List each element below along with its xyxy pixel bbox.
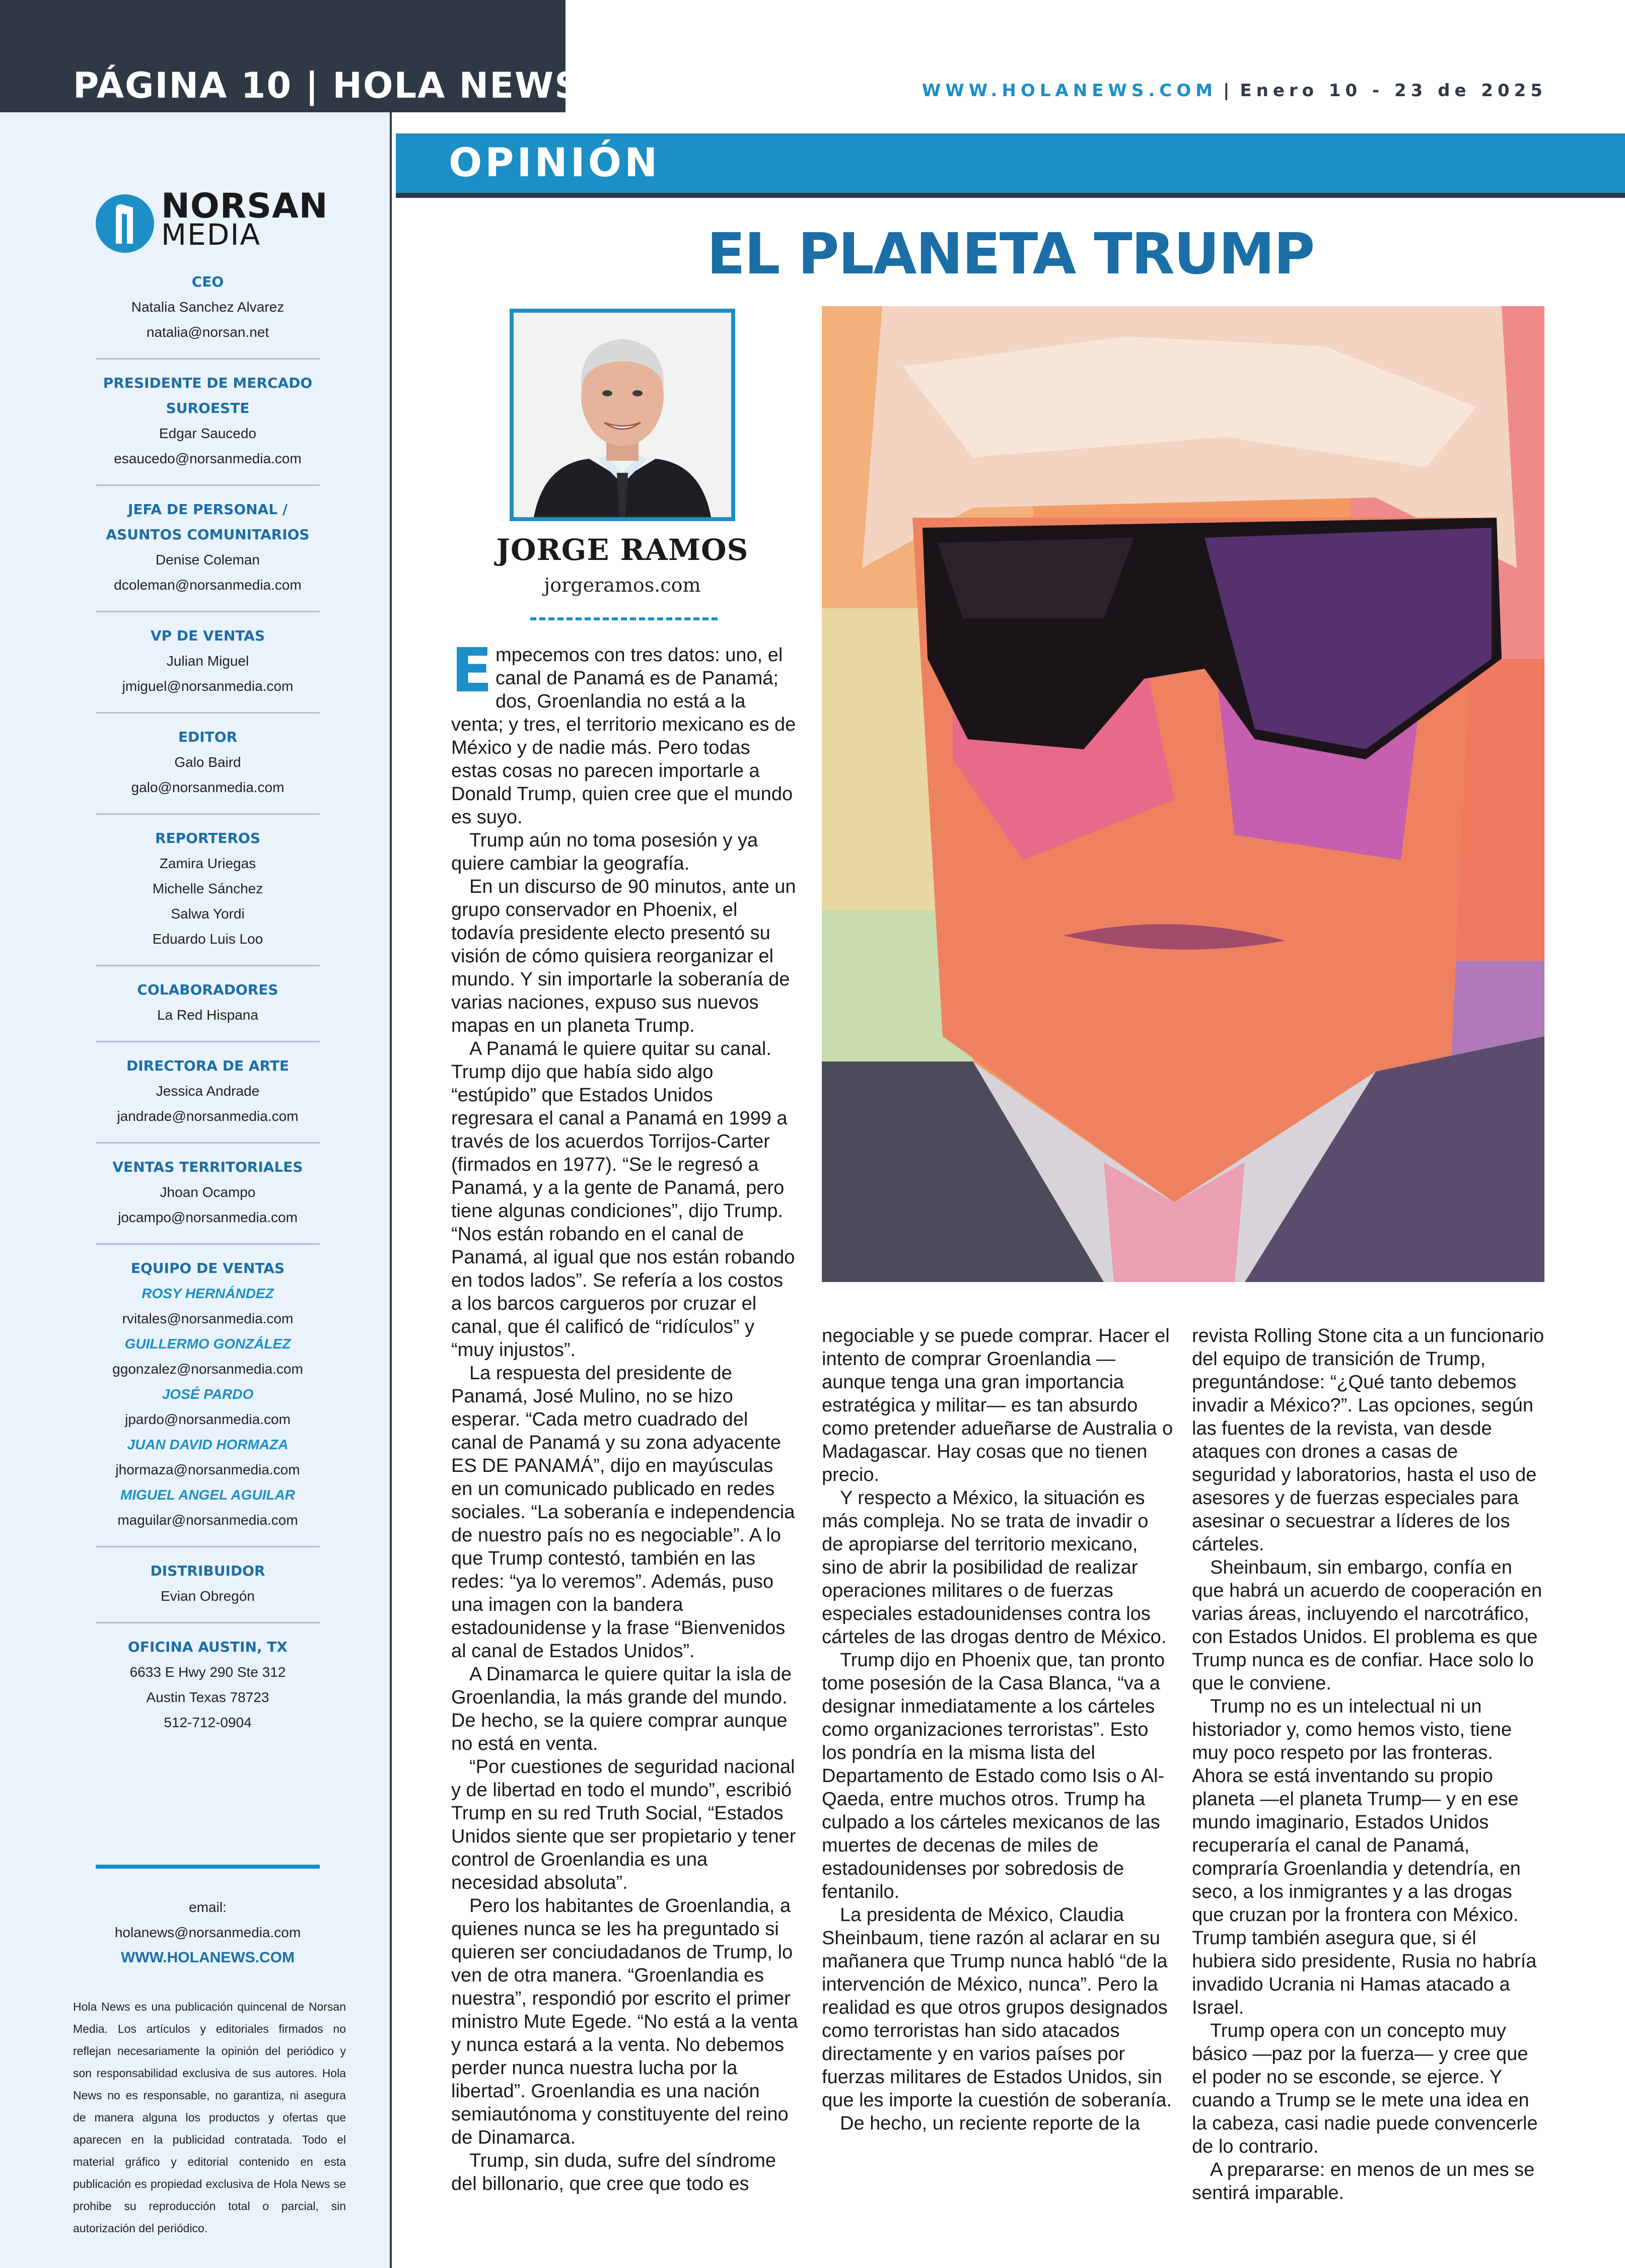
- staff-name: La Red Hispana: [157, 1007, 258, 1023]
- norsan-logo-icon: [96, 194, 154, 253]
- section-title: CEO: [191, 273, 224, 290]
- contact-email[interactable]: email: holanews@norsanmedia.com: [114, 1899, 301, 1940]
- article-paragraph: Pero los habitantes de Groenlandia, a quienes nunca se les ha preguntado si quieren ser conciudadanos de Trump, lo ven de otra manera. “Groenlandia es nuestra”, respondió por escrito el primer ministro Mute Egede. “No está a la venta y nunca estará a la venta. No debemos perder nunca nuestra lucha por la libertad”. Groenlandia es una nación semiautónoma y constituyente del reino de Dinamarca.: [451, 1895, 798, 2148]
- office-city: Austin Texas 78723: [146, 1689, 269, 1705]
- staff-section-ceo: [96, 269, 320, 360]
- article-column-1: [451, 636, 799, 2195]
- website-link[interactable]: WWW.HOLANEWS.COM: [922, 81, 1217, 101]
- staff-name: Denise Coleman: [156, 552, 260, 568]
- article-paragraph: De hecho, un reciente reporte de la: [840, 2113, 1140, 2134]
- contact-block: [96, 1895, 320, 1970]
- staff-section-colaboradores: [96, 966, 320, 1042]
- logo-text-norsan: NORSAN: [161, 186, 328, 226]
- staff-name: Jessica Andrade: [156, 1083, 260, 1099]
- staff-name: Salwa Yordi: [171, 906, 245, 922]
- article-paragraph: [451, 636, 799, 829]
- article-paragraph: La respuesta del presidente de Panamá, José Mulino, no se hizo esperar. “Cada metro cuadrado del canal de Panamá y su zona adyacente ES DE PANAMÁ”, dijo en mayúsculas en un comunicado publicado en redes sociales. “La soberanía e independencia de nuestro país no es negociable”. A lo que Trump contestó, también en las redes: “ya lo veremos”. Además, puso una imagen con la bandera estadounidense y la frase “Bienvenidos al canal de Estados Unidos”.: [451, 1363, 795, 1662]
- section-title: EQUIPO DE VENTAS: [130, 1260, 285, 1277]
- staff-email[interactable]: jmiguel@norsanmedia.com: [122, 678, 294, 694]
- article-paragraph: Trump no es un intelectual ni un historiador y, como hemos visto, tiene muy poco respeto por las fronteras. Ahora se está inventando su propio planeta —el planeta Trump— y en ese mundo imaginario, Estados Unidos recuperaría el canal de Panamá, compraría Groenlandia y detendría, en seco, a los inmigrantes y a las drogas que cruzan por la frontera con México. Trump también asegura que, si él hubiera sido presidente, Rusia no habría invadido Ucrania ni Hamas atacado a Israel.: [1192, 1696, 1537, 2018]
- staff-email[interactable]: jpardo@norsanmedia.com: [125, 1411, 291, 1427]
- staff-email[interactable]: maguilar@norsanmedia.com: [117, 1512, 298, 1528]
- staff-name: Michelle Sánchez: [152, 881, 263, 896]
- staff-section-vp-ventas: [96, 612, 320, 714]
- staff-section-equipo-ventas: [96, 1245, 320, 1547]
- article-paragraph: Trump aún no toma posesión y ya quiere cambiar la geografía.: [451, 830, 758, 874]
- staff-name: Galo Baird: [174, 754, 241, 770]
- issue-date: Enero 10 - 23 de 2025: [1240, 81, 1547, 101]
- staff-name: GUILLERMO GONZÁLEZ: [124, 1336, 291, 1352]
- article-column-3: [1192, 1324, 1544, 2205]
- staff-email[interactable]: jhormaza@norsanmedia.com: [115, 1462, 300, 1477]
- article-paragraph: En un discurso de 90 minutos, ante un grupo conservador en Phoenix, el todavía presidente electo presentó su visión de cómo quisiera reorganizar el mundo. Y sin importarle la soberanía de varias naciones, expuso sus nuevos mapas en un planeta Trump.: [451, 876, 796, 1036]
- section-banner: [396, 133, 1625, 198]
- masthead-sidebar: [0, 112, 392, 2268]
- office-address: 6633 E Hwy 290 Ste 312: [129, 1664, 286, 1680]
- staff-name: JUAN DAVID HORMAZA: [127, 1437, 289, 1452]
- staff-email[interactable]: jocampo@norsanmedia.com: [118, 1210, 298, 1225]
- staff-email[interactable]: dcoleman@norsanmedia.com: [114, 577, 302, 593]
- trump-pop-art-illustration: [822, 306, 1544, 1282]
- staff-name: Jhoan Ocampo: [160, 1184, 256, 1200]
- staff-name: Julian Miguel: [166, 653, 249, 669]
- article-paragraph: negociable y se puede comprar. Hacer el intento de comprar Groenlandia — aunque tenga una gran importancia estratégica y militar— es tan absurdo como pretender adueñarse de Australia o Madagascar. Hay cosas que no tienen precio.: [822, 1325, 1173, 1485]
- author-divider: [530, 617, 718, 620]
- staff-section-ventas-territoriales: [96, 1144, 320, 1245]
- article-paragraph: La presidenta de México, Claudia Sheinbaum, tiene razón al aclarar en su mañanera que Trump nunca habló “de la intervención de México, nunca”. Pero la realidad es que otros grupos designados como terroristas han sido atacados directamente y en varios países por fuerzas militares de Estados Unidos, sin que les importe la cuestión de soberanía.: [822, 1904, 1172, 2111]
- staff-email[interactable]: galo@norsanmedia.com: [131, 779, 285, 795]
- section-title: VP DE VENTAS: [150, 627, 265, 644]
- author-photo: [510, 309, 735, 521]
- section-title: COLABORADORES: [137, 981, 278, 998]
- contact-website[interactable]: WWW.HOLANEWS.COM: [121, 1949, 295, 1966]
- staff-name: Evian Obregón: [161, 1588, 255, 1604]
- staff-name: Zamira Uriegas: [159, 856, 256, 871]
- section-label: OPINIÓN: [449, 140, 661, 186]
- staff-section-directora-arte: [96, 1042, 320, 1144]
- article-paragraph: Trump opera con un concepto muy básico —paz por la fuerza— y cree que el poder no se esconde, se ejerce. Y cuando a Trump se le mete una idea en la cabeza, casi nadie puede convencerle de lo contrario.: [1192, 2020, 1538, 2157]
- article-paragraph: Sheinbaum, sin embargo, confía en que habrá un acuerdo de cooperación en varias áreas, incluyendo el narcotráfico, con Estados Unidos. El problema es que Trump nunca es de confiar. Hace solo lo que le conviene.: [1192, 1557, 1542, 1694]
- article-paragraph: Y respecto a México, la situación es más compleja. No se trata de invadir o de apropiarse del territorio mexicano, sino de abrir la posibilidad de realizar operaciones militares o de fuerzas especiales estadounidenses contra los cárteles de las drogas dentro de México.: [822, 1487, 1167, 1648]
- article-headline: EL PLANETA TRUMP: [706, 222, 1314, 287]
- article-paragraph: Trump dijo en Phoenix que, tan pronto tome posesión de la Casa Blanca, “va a designar inmediatamente a los cárteles como organizaciones terroristas”. Esto los pondría en la misma lista del Departamento de Estado como Isis o Al-Qaeda, entre muchos otros. Trump ha culpado a los cárteles mexicanos de las muertes de decenas de miles de estadounidenses por sobredosis de fentanilo.: [822, 1650, 1165, 1902]
- author-website[interactable]: jorgeramos.com: [544, 574, 701, 596]
- staff-email[interactable]: jandrade@norsanmedia.com: [117, 1108, 299, 1124]
- section-title: REPORTEROS: [155, 830, 261, 846]
- staff-name: Natalia Sanchez Alvarez: [131, 299, 285, 315]
- article-paragraph: Trump, sin duda, sufre del síndrome del billonario, que cree que todo es: [451, 2150, 776, 2194]
- staff-name: ROSY HERNÁNDEZ: [142, 1286, 274, 1301]
- staff-name: Edgar Saucedo: [159, 426, 257, 441]
- article-column-2: [822, 1324, 1174, 2135]
- staff-email[interactable]: ggonzalez@norsanmedia.com: [112, 1361, 303, 1377]
- staff-email[interactable]: esaucedo@norsanmedia.com: [114, 451, 302, 466]
- article-paragraph: A prepararse: en menos de un mes se sentirá imparable.: [1192, 2159, 1535, 2204]
- author-name: JORGE RAMOS: [496, 533, 749, 567]
- staff-section-oficina: [96, 1623, 320, 1748]
- section-title: VENTAS TERRITORIALES: [112, 1159, 303, 1175]
- sidebar-divider: [96, 1865, 320, 1869]
- office-phone: 512-712-0904: [164, 1715, 252, 1730]
- page-header-block: [0, 0, 581, 112]
- staff-directory: [96, 269, 320, 1748]
- header-meta: [922, 76, 1547, 106]
- staff-name: MIGUEL ANGEL AGUILAR: [120, 1487, 295, 1503]
- staff-section-reporteros: [96, 815, 320, 966]
- publication-disclaimer: Hola News es una publicación quincenal de Norsan Media. Los artículos y editoriales firmados no reflejan necesariamente la opinión del periódico y son responsabilidad exclusiva de sus autores. Hola News no es responsable, no garantiza, ni asegura de manera alguna los productos y ofertas que aparecen en la publicidad contratada. Todo el material gráfico y editorial contenido en esta publicación es propiedad exclusiva de Hola News se prohibe su reproducción total o parcial, sin autorización del periódico.: [73, 2000, 346, 2235]
- article-paragraph: A Panamá le quiere quitar su canal. Trump dijo que había sido algo “estúpido” que Estados Unidos regresara el canal a Panamá en 1999 a través de los acuerdos Torrijos-Carter (firmados en 1977). “Se le regresó a Panamá, y a la gente de Panamá, pero tiene algunas condiciones”, dijo Trump. “Nos están robando en el canal de Panamá, al igual que nos están robando en todos lados”. Se refería a los costos a los barcos cargueros por cruzar el canal, que él calificó de “ridículos” y “muy injustos”.: [451, 1038, 795, 1361]
- staff-section-distribuidor: [96, 1547, 320, 1623]
- norsan-media-logo: [96, 186, 328, 255]
- staff-name: JOSÉ PARDO: [162, 1386, 254, 1402]
- section-title: JEFA DE PERSONAL / ASUNTOS COMUNITARIOS: [106, 501, 310, 543]
- page-number-title: PÁGINA 10 | HOLA NEWS: [73, 65, 581, 106]
- section-title: EDITOR: [178, 729, 238, 745]
- staff-name: Eduardo Luis Loo: [152, 931, 263, 947]
- staff-section-editor: [96, 714, 320, 815]
- section-title: DIRECTORA DE ARTE: [126, 1057, 290, 1074]
- section-title: PRESIDENTE DE MERCADO SUROESTE: [103, 375, 313, 416]
- drop-cap: E: [451, 636, 492, 706]
- staff-email[interactable]: natalia@norsan.net: [146, 324, 269, 340]
- staff-email[interactable]: rvitales@norsanmedia.com: [122, 1311, 294, 1326]
- article-paragraph: revista Rolling Stone cita a un funcionario del equipo de transición de Trump, preguntándose: “¿Qué tanto debemos invadir a México?”. Las opciones, según las fuentes de la revista, van desde ataques con drones a casas de seguridad y laboratorios, hasta el uso de asesores y de fuerzas especiales para asesinar o secuestrar a líderes de los cárteles.: [1192, 1325, 1544, 1555]
- paragraph-text: mpecemos con tres datos: uno, el canal de Panamá es de Panamá; dos, Groenlandia no está a la venta; y tres, el territorio mexicano es de México y de nadie más. Pero todas estas cosas no parecen importarle a Donald Trump, quien cree que el mundo es suyo.: [451, 645, 796, 828]
- article-paragraph: A Dinamarca le quiere quitar la isla de Groenlandia, la más grande del mundo. De hecho, se la quiere comprar aunque no está en venta.: [451, 1664, 792, 1754]
- article-paragraph: “Por cuestiones de seguridad nacional y de libertad en todo el mundo”, escribió Trump en su red Truth Social, “Estados Unidos siente que ser propietario y tener control de Groenlandia es una necesidad absoluta”.: [451, 1756, 796, 1893]
- staff-section-jefa-personal: [96, 486, 320, 612]
- logo-text-media: MEDIA: [161, 218, 261, 252]
- section-title: OFICINA AUSTIN, TX: [128, 1639, 288, 1655]
- staff-section-presidente: [96, 360, 320, 486]
- section-title: DISTRIBUIDOR: [150, 1563, 265, 1579]
- header-separator: |: [1223, 81, 1234, 101]
